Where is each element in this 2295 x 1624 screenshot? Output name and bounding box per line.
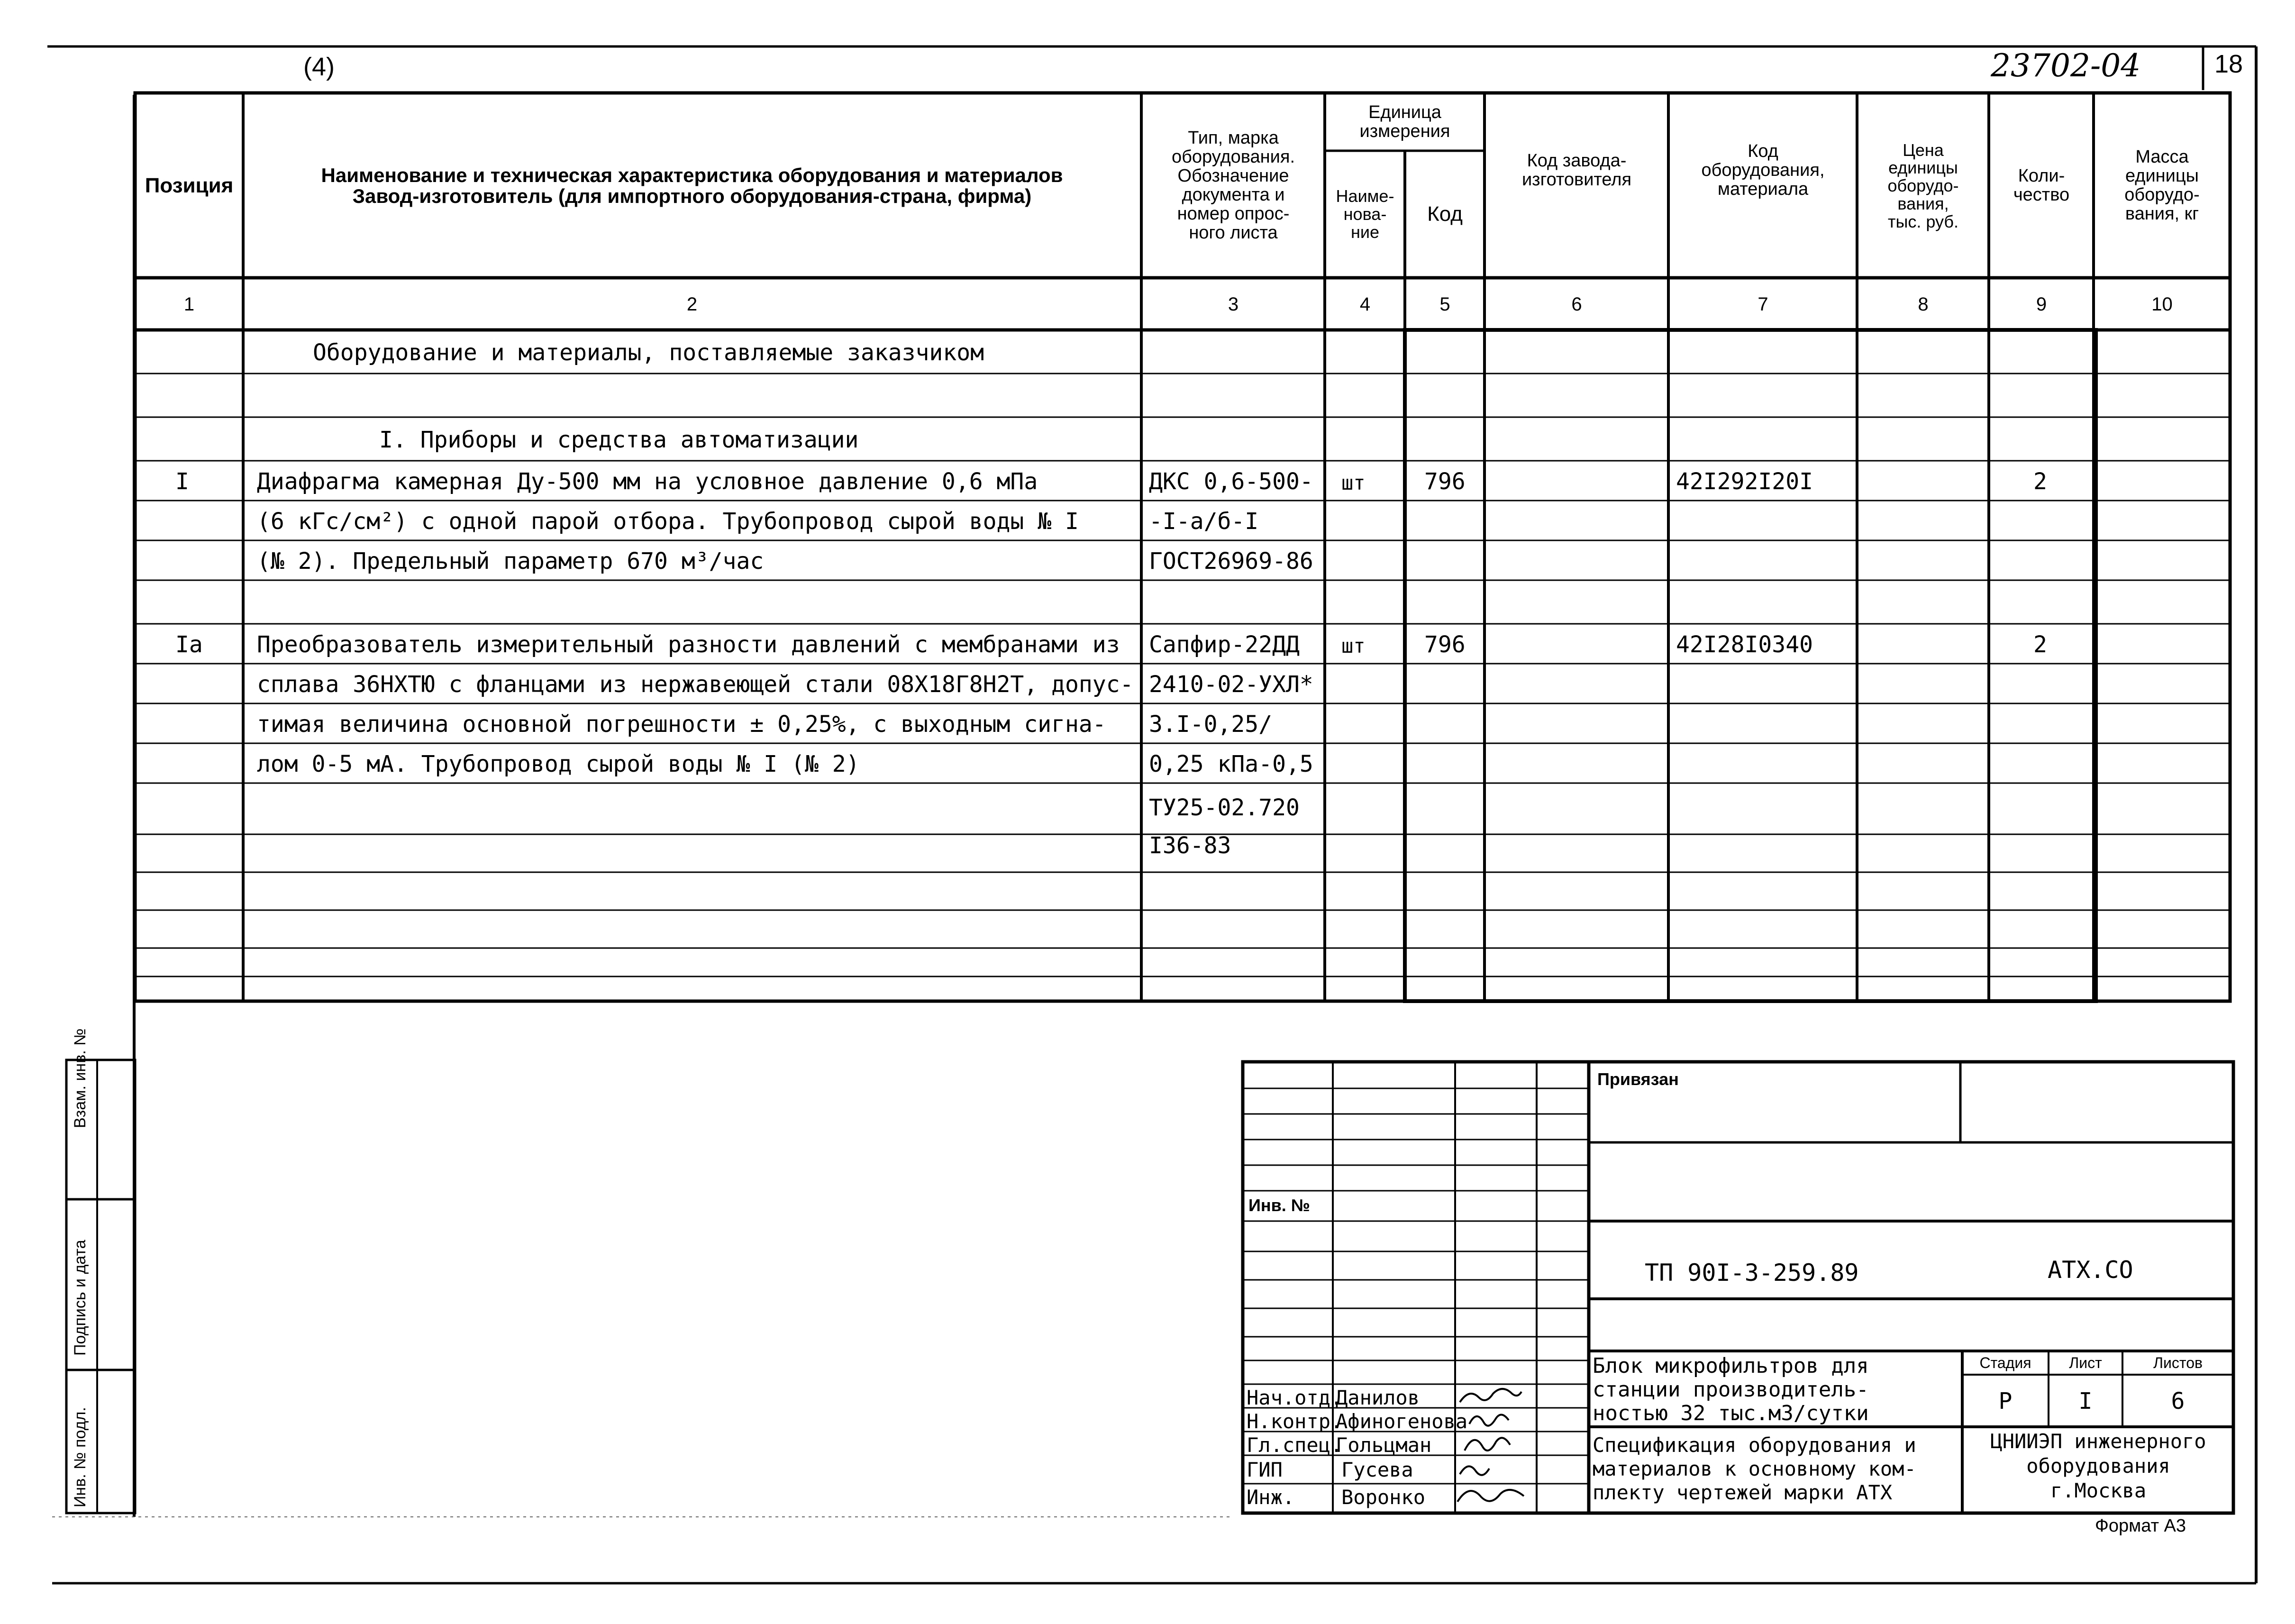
format-label: Формат А3 xyxy=(2095,1516,2186,1536)
colnum-3: 3 xyxy=(1228,294,1239,315)
page-marker: (4) xyxy=(303,53,335,81)
stage-value: Р xyxy=(1998,1387,2013,1414)
side-stamp-inv-orig: Инв. № подл. xyxy=(71,1407,89,1507)
object-title-line: станции производитель- xyxy=(1593,1378,1869,1402)
side-stamp-sign-date: Подпись и дата xyxy=(71,1240,89,1356)
row-quantity: 2 xyxy=(2033,631,2047,658)
header-unit-group: Единица измерения xyxy=(1359,102,1450,141)
org-line: ЦНИИЭП инженерного xyxy=(1990,1429,2206,1453)
row-position: I xyxy=(175,468,189,495)
header-name: Наименование и техническая характеристика оборудования и материалов Завод-изготовитель (для импортного оборудования-страна, фирма) xyxy=(321,164,1063,207)
drawing-number: 23702-04 xyxy=(1991,47,2141,84)
org-line: г.Москва xyxy=(2050,1478,2147,1502)
row-unit: шт xyxy=(1341,634,1366,657)
signatory-name: Гольцман xyxy=(1336,1433,1432,1457)
colnum-6: 6 xyxy=(1571,294,1582,315)
header-quantity: Коли- чество xyxy=(2013,166,2070,205)
row-type: -I-а/б-I xyxy=(1149,508,1259,535)
colnum-10: 10 xyxy=(2151,294,2173,315)
header-factory-code: Код завода- изготовителя xyxy=(1521,151,1632,190)
row-type: ТУ25-02.720 xyxy=(1149,794,1300,821)
section-title: Оборудование и материалы, поставляемые заказчиком xyxy=(313,339,984,366)
stage-label: Стадия xyxy=(1979,1354,2031,1372)
signatory-name: Гусева xyxy=(1341,1458,1413,1481)
colnum-4: 4 xyxy=(1359,294,1371,315)
row-type: 2410-02-УХЛ* xyxy=(1149,671,1313,698)
signatory-role: Инж. xyxy=(1247,1486,1295,1509)
header-mass: Масса единицы оборудо- вания, кг xyxy=(2124,147,2200,224)
colnum-2: 2 xyxy=(686,294,698,315)
row-name: (6 кГс/см²) с одной парой отбора. Трубопровод сырой воды № I xyxy=(257,508,1079,535)
colnum-1: 1 xyxy=(183,294,195,315)
row-name: тимая величина основной погрешности ± 0,25%, с выходным сигна- xyxy=(257,711,1106,738)
row-equipment-code: 42I292I20I xyxy=(1676,468,1813,495)
row-unit: шт xyxy=(1341,471,1366,494)
row-code: 796 xyxy=(1424,468,1466,495)
doc-title-line: материалов к основному ком- xyxy=(1593,1457,1916,1480)
header-unit-name: Наиме- нова- ние xyxy=(1336,186,1394,242)
header-equipment-code: Код оборудования, материала xyxy=(1701,141,1825,199)
row-position: Iа xyxy=(175,631,203,658)
row-type: Сапфир-22ДД xyxy=(1149,631,1300,658)
row-name: сплава 36НХТЮ с фланцами из нержавеющей стали 08Х18Г8Н2Т, допус- xyxy=(257,671,1134,698)
subsection-title: I. Приборы и средства автоматизации xyxy=(379,427,859,453)
header-type: Тип, марка оборудования. Обозначение документа и номер опрос- ного листа xyxy=(1171,128,1295,243)
signatory-role: Н.контр. xyxy=(1247,1410,1343,1433)
row-name: (№ 2). Предельный параметр 670 м³/час xyxy=(257,548,764,575)
colnum-7: 7 xyxy=(1758,294,1768,315)
privyazan-label: Привязан xyxy=(1597,1069,1679,1089)
signatory-role: Гл.спец. xyxy=(1247,1433,1343,1457)
object-title-line: Блок микрофильтров для xyxy=(1593,1354,1869,1378)
signatory-role: ГИП xyxy=(1247,1458,1283,1481)
row-type: ГОСТ26969-86 xyxy=(1149,548,1313,575)
row-name: Диафрагма камерная Ду-500 мм на условное давление 0,6 мПа xyxy=(257,468,1038,495)
project-code: ТП 90I-3-259.89 xyxy=(1645,1259,1859,1286)
doc-title-line: Спецификация оборудования и xyxy=(1593,1433,1916,1457)
colnum-9: 9 xyxy=(2036,294,2047,315)
inv-no-label: Инв. № xyxy=(1248,1195,1310,1215)
header-position: Позиция xyxy=(145,173,234,197)
sheet-label: Лист xyxy=(2069,1354,2102,1372)
sheet-value: I xyxy=(2078,1387,2093,1414)
sheet-number: 18 xyxy=(2214,50,2243,78)
row-type: 0,25 кПа-0,5 xyxy=(1149,751,1313,777)
org-line: оборудования xyxy=(2026,1454,2170,1478)
side-stamp-vz-inv: Взам. инв. № xyxy=(71,1028,89,1128)
signatory-role: Нач.отд. xyxy=(1247,1386,1343,1409)
colnum-5: 5 xyxy=(1439,294,1450,315)
sheets-value: 6 xyxy=(2171,1387,2185,1414)
row-equipment-code: 42I28I0340 xyxy=(1676,631,1813,658)
row-name: Преобразователь измерительный разности давлений с мембранами из xyxy=(257,631,1120,658)
sheets-label: Листов xyxy=(2153,1354,2203,1372)
object-title-line: ностью 32 тыс.м3/сутки xyxy=(1593,1401,1869,1425)
signatory-name: Воронко xyxy=(1341,1486,1426,1509)
signatory-name: Данилов xyxy=(1336,1386,1420,1409)
header-price: Цена единицы оборудо- вания, тыс. руб. xyxy=(1887,140,1959,231)
doc-title-line: плекту чертежей марки АТХ xyxy=(1593,1481,1893,1504)
header-unit-code: Код xyxy=(1427,202,1463,226)
row-type: I36-83 xyxy=(1149,832,1231,859)
doc-code: АТХ.СО xyxy=(2048,1256,2133,1284)
row-code: 796 xyxy=(1424,631,1466,658)
colnum-8: 8 xyxy=(1918,294,1929,315)
signatory-name: Афиногенова xyxy=(1336,1410,1468,1433)
row-type: ДКС 0,6-500- xyxy=(1149,468,1313,495)
row-quantity: 2 xyxy=(2033,468,2047,495)
row-name: лом 0-5 мА. Трубопровод сырой воды № I (№ 2) xyxy=(257,751,860,777)
row-type: 3.I-0,25/ xyxy=(1149,711,1273,738)
